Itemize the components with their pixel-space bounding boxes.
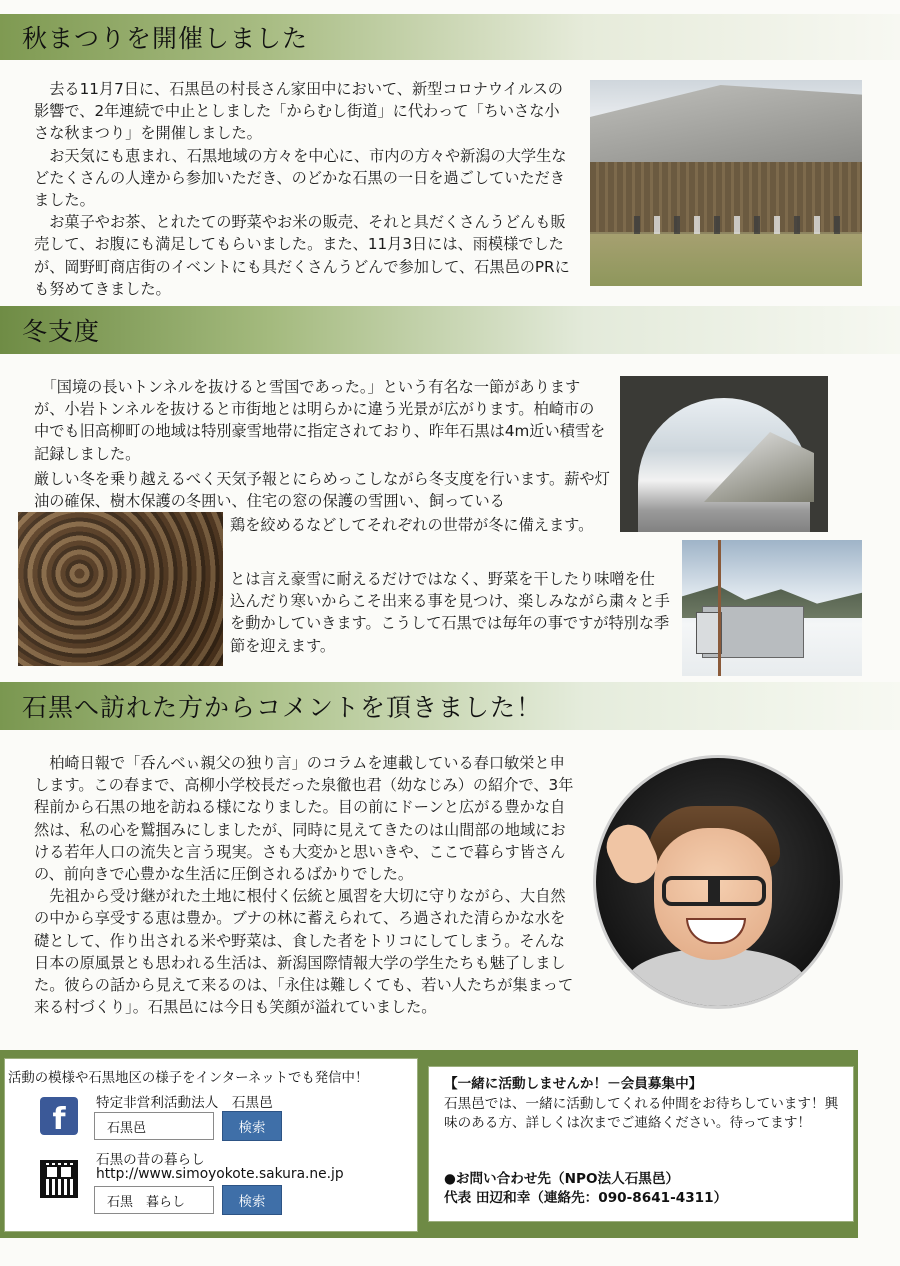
snow-truck-photo <box>682 540 862 676</box>
site-search-input[interactable]: 石黒 暮らし <box>94 1186 214 1214</box>
paragraph: とは言え豪雪に耐えるだけではなく、野菜を干したり味噌を仕込んだり寒いからこそ出来る事を見つけ、楽しみながら粛々と手を動かしていきます。こうして石黒では毎年の事ですが特別な季節を迎えます。 <box>230 570 670 655</box>
online-info-heading: 活動の模様や石黒地区の様子をインターネットでも発信中！ <box>8 1071 369 1086</box>
firewood-photo <box>18 512 223 666</box>
autumn-festival-text <box>34 78 572 300</box>
paragraph: 「国境の長いトンネルを抜けると雪国であった。」という有名な一節がありますが、小岩トンネルを抜けると市街地とは明らかに違う光景が広がります。柏崎市の中でも旧高柳町の地域は特別豪雪地帯に指定されており、昨年石黒は4m近い積雪を記録しました。 <box>34 378 606 463</box>
section-title: 秋まつりを開催しました <box>22 24 309 53</box>
section-title: 冬支度 <box>22 317 101 346</box>
winter-enjoy-text <box>230 568 670 657</box>
winter-prep-text-cont <box>230 514 612 536</box>
paragraph: お菓子やお茶、とれたての野菜やお米の販売、それと具だくさんうどんも販売して、お腹にも満足してもらいました。また、11月3日には、雨模様でしたが、岡野町商店街のイベントにも具だくさんうどんで参加して、石黒邑のPRにも努めてきました。 <box>34 213 570 298</box>
facebook-label: 特定非営利活動法人 石黒邑 <box>96 1095 273 1111</box>
visitor-comment-text <box>34 752 574 1018</box>
tunnel-photo <box>620 376 828 532</box>
winter-intro-text <box>34 376 606 465</box>
winter-prep-text <box>34 468 618 512</box>
contact-person: 代表 田辺和幸（連絡先：090-8641-4311） <box>444 1190 728 1206</box>
section-header-visitor-comment <box>0 682 900 730</box>
section-header-winter-prep <box>0 306 900 354</box>
qr-code-icon <box>40 1160 78 1198</box>
paragraph: 先祖から受け継がれた土地に根付く伝統と風習を大切に守りながら、大自然の中から享受する恵は豊か。ブナの林に蓄えられて、ろ過された清らかな水を礎として、作り出される米や野菜は、食した者をトリコにしてしまう。そんな日本の原風景とも思われる生活は、新潟国際情報大学の学生たちも魅了しました。彼らの話から見えて来るのは、「永住は難しくても、若い人たちが集まって来る村づくり」。石黒邑には今日も笑顔が溢れていました。 <box>34 887 574 1017</box>
paragraph: お天気にも恵まれ、石黒地域の方々を中心に、市内の方々や新潟の大学生などたくさんの人達から参加いただき、のどかな石黒の一日を過ごしていただきました。 <box>34 146 567 210</box>
contact-title: ●お問い合わせ先（NPO法人石黒邑） <box>444 1171 680 1187</box>
visitor-avatar <box>596 758 840 1006</box>
paragraph: 去る11月7日に、石黒邑の村長さん家田中において、新型コロナウイルスの影響で、2年連続で中止としました「からむし街道」に代わって「ちいさな小さな秋まつり」を開催しました。 <box>34 80 563 143</box>
recruit-heading: 【一緒に活動しませんか！－会員募集中】 <box>444 1076 703 1092</box>
facebook-icon[interactable]: f <box>40 1097 78 1135</box>
section-header-autumn-festival <box>0 14 900 60</box>
facebook-search-button[interactable]: 検索 <box>222 1111 282 1141</box>
paragraph: 柏崎日報で「呑んべぃ親父の独り言」のコラムを連載している春口敏栄と申します。この春まで、高柳小学校長だった泉徹也君（幼なじみ）の紹介で、3年程前から石黒の地を訪ねる様になりました。目の前にドーンと広がる豊かな自然は、私の心を鷲掴みにしましたが、同時に見えてきたのは山間部の地域における若年人口の流失と言う現実。さも大変かと思いきや、ここで暮らす皆さんの、前向きで心豊かな生活に圧倒されるばかりでした。 <box>34 754 574 884</box>
paragraph: 厳しい冬を乗り越えるべく天気予報とにらめっこしながら冬支度を行います。薪や灯油の確保、樹木保護の冬囲い、住宅の窓の保護の雪囲い、飼っている <box>34 470 610 511</box>
site-search-button[interactable]: 検索 <box>222 1185 282 1215</box>
paragraph: 鶏を絞めるなどしてそれぞれの世帯が冬に備えます。 <box>230 516 594 534</box>
section-title: 石黒へ訪れた方からコメントを頂きました！ <box>22 693 543 722</box>
site-url-link[interactable]: http://www.simoyokote.sakura.ne.jp <box>96 1166 344 1182</box>
site-label: 石黒の昔の暮らし <box>96 1152 205 1168</box>
recruit-body: 石黒邑では、一緒に活動してくれる仲間をお待ちしています！興味のある方、詳しくは次までご連絡ください。待ってます！ <box>444 1096 839 1131</box>
facebook-search-input[interactable]: 石黒邑 <box>94 1112 214 1140</box>
festival-photo <box>590 80 862 286</box>
